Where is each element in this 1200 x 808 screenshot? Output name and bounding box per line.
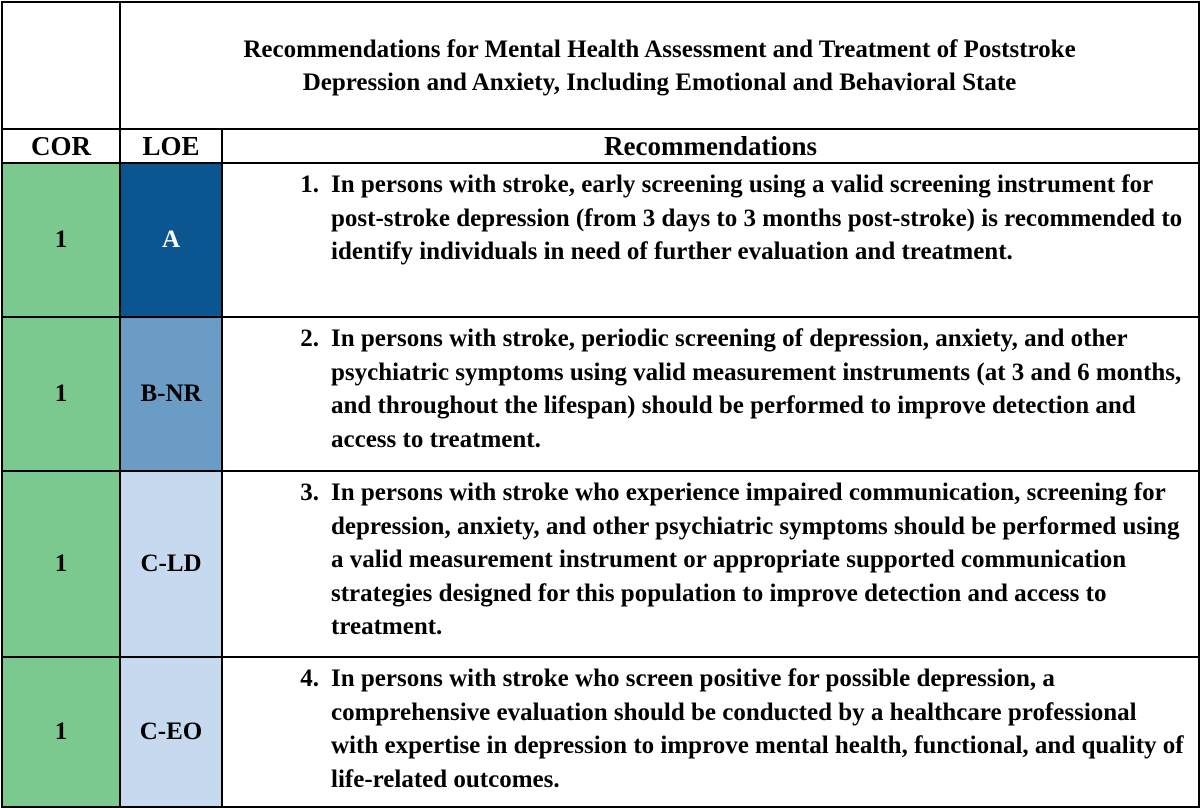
recommendation-cell bbox=[222, 317, 1199, 471]
cor-cell: 1 bbox=[2, 317, 120, 471]
recommendation-item bbox=[223, 322, 1188, 456]
recommendation-cell bbox=[222, 657, 1199, 807]
table-title bbox=[120, 2, 1199, 129]
cor-cell: 1 bbox=[2, 471, 120, 657]
header-row bbox=[2, 129, 1199, 163]
cor-cell: 1 bbox=[2, 163, 120, 317]
header-cor: COR bbox=[2, 129, 120, 163]
loe-cell: C-EO bbox=[120, 657, 222, 807]
recommendations-table bbox=[1, 1, 1200, 808]
title-blank-cell bbox=[2, 2, 120, 129]
table-row bbox=[2, 471, 1199, 657]
recommendation-number: 3. bbox=[300, 479, 319, 506]
cor-cell: 1 bbox=[2, 657, 120, 807]
recommendation-number: 2. bbox=[300, 325, 319, 352]
recommendation-cell bbox=[222, 471, 1199, 657]
recommendation-cell bbox=[222, 163, 1199, 317]
recommendation-item bbox=[223, 662, 1188, 796]
table-row bbox=[2, 317, 1199, 471]
recommendation-number: 1. bbox=[300, 171, 319, 198]
recommendation-item bbox=[223, 168, 1188, 269]
table-title-line-2: Depression and Anxiety, Including Emotional and Behavioral State bbox=[302, 68, 1017, 96]
header-recommendations: Recommendations bbox=[222, 129, 1199, 163]
title-row bbox=[2, 2, 1199, 129]
header-loe: LOE bbox=[120, 129, 222, 163]
recommendation-text: In persons with stroke, early screening using a valid screening instrument for post-stroke depression (from 3 days to 3 months post-stroke) is recommended to identify individuals in need of further evaluation and treatment. bbox=[331, 171, 1183, 265]
recommendation-text: In persons with stroke who experience impaired communication, screening for depression, anxiety, and other psychiatric symptoms should be performed using a valid measurement instrument or appropriate supported communication strategies designed for this population to improve detection and access to treatment. bbox=[331, 479, 1180, 640]
recommendation-text: In persons with stroke who screen positive for possible depression, a comprehensive evaluation should be conducted by a healthcare professional with expertise in depression to improve mental health, functional, and quality of life-related outcomes. bbox=[331, 665, 1184, 793]
loe-cell: B-NR bbox=[120, 317, 222, 471]
loe-cell: C-LD bbox=[120, 471, 222, 657]
loe-cell: A bbox=[120, 163, 222, 317]
recommendation-number: 4. bbox=[300, 665, 319, 692]
recommendation-text: In persons with stroke, periodic screening of depression, anxiety, and other psychiatric symptoms using valid measurement instruments (at 3 and 6 months, and throughout the lifespan) should be performed to improve detection and access to treatment. bbox=[331, 325, 1182, 453]
table-row bbox=[2, 657, 1199, 807]
recommendation-item bbox=[223, 476, 1188, 644]
table-row bbox=[2, 163, 1199, 317]
table-title-line-1: Recommendations for Mental Health Assessment and Treatment of Poststroke bbox=[243, 35, 1076, 63]
